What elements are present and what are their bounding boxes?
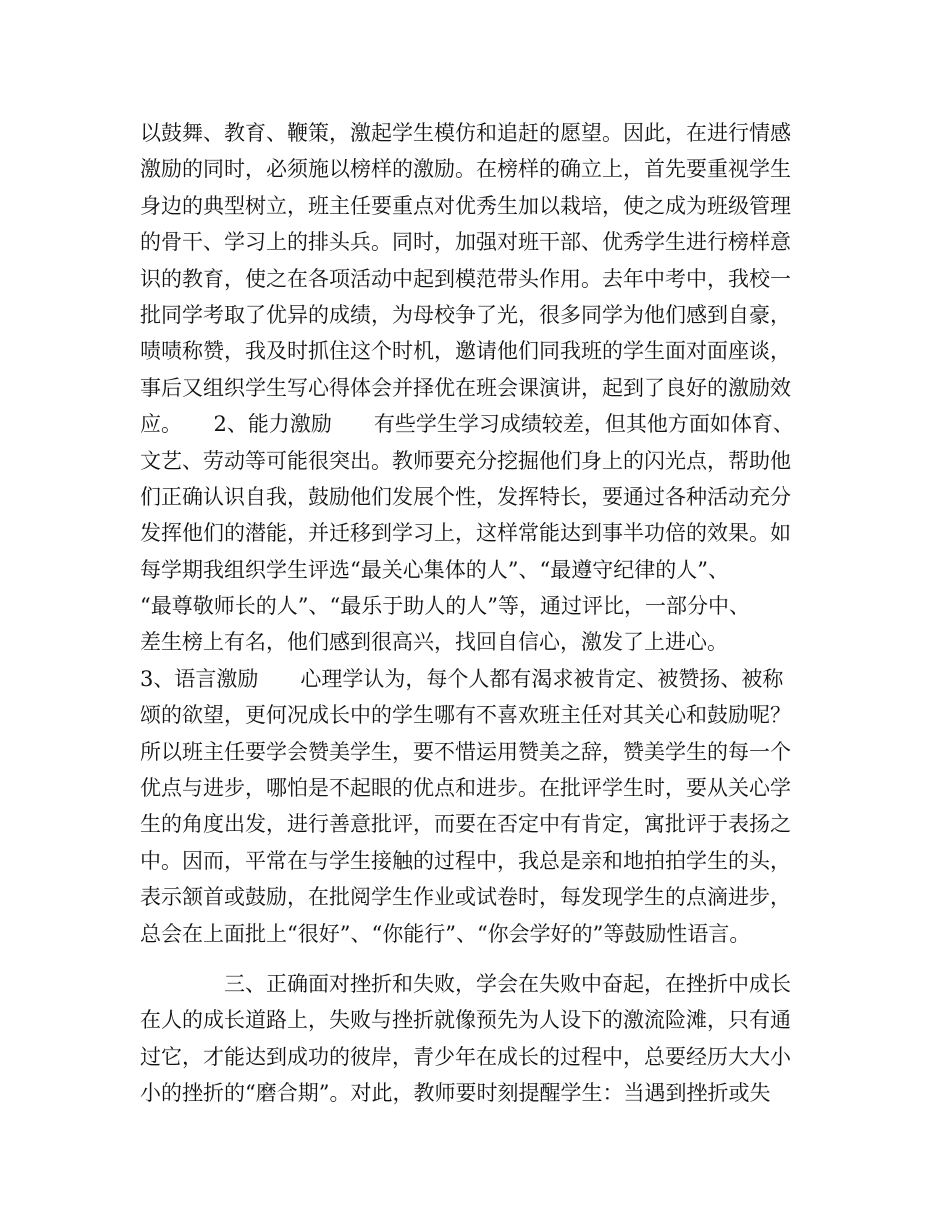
text-line: 批同学考取了优异的成绩，为母校争了光，很多同学为他们感到自豪， — [140, 302, 791, 327]
text-line: 在人的成长道路上，失败与挫折就像预先为人设下的激流险滩，只有通 — [140, 1008, 791, 1033]
text-line: 应。 2、能力激励 有些学生学习成绩较差，但其他方面如体育、 — [140, 412, 794, 437]
text-line: 所以班主任要学会赞美学生，要不惜运用赞美之辞，赞美学生的每一个 — [140, 739, 791, 764]
text-line: 过它，才能达到成功的彼岸，青少年在成长的过程中，总要经历大大小 — [140, 1044, 791, 1069]
text-line: 小的挫折的“磨合期”。对此，教师要时刻提醒学生：当遇到挫折或失 — [140, 1081, 771, 1106]
text-line: 优点与进步，哪怕是不起眼的优点和进步。在批评学生时，要从关心学 — [140, 776, 791, 801]
text-line: 们正确认识自我，鼓励他们发展个性，发挥特长，要通过各种活动充分 — [140, 484, 791, 509]
text-line: 激励的同时，必须施以榜样的激励。在榜样的确立上，首先要重视学生 — [140, 157, 791, 182]
text-line: 啧啧称赞，我及时抓住这个时机，邀请他们同我班的学生面对面座谈， — [140, 339, 791, 364]
text-line: 3、语言激励 心理学认为，每个人都有渴求被肯定、被赞扬、被称 — [140, 666, 784, 691]
text-line: 每学期我组织学生评选“最关心集体的人”、“最遵守纪律的人”、 — [140, 557, 729, 582]
text-line: 以鼓舞、教育、鞭策，激起学生模仿和追赶的愿望。因此，在进行情感 — [140, 121, 791, 145]
text-line: 身边的典型树立，班主任要重点对优秀生加以栽培，使之成为班级管理 — [140, 193, 791, 218]
text-line: 生的角度出发，进行善意批评，而要在否定中有肯定，寓批评于表扬之 — [140, 812, 791, 837]
text-line: 总会在上面批上“很好”、“你能行”、“你会学好的”等鼓励性语言。 — [140, 921, 751, 946]
text-line: 差生榜上有名，他们感到很高兴，找回自信心，激发了上进心。 — [140, 630, 728, 655]
text-line: 的骨干、学习上的排头兵。同时，加强对班干部、优秀学生进行榜样意 — [140, 230, 791, 255]
text-line: 识的教育，使之在各项活动中起到模范带头作用。去年中考中，我校一 — [140, 266, 791, 291]
text-line: 颂的欲望，更何况成长中的学生哪有不喜欢班主任对其关心和鼓励呢？ — [140, 703, 791, 728]
text-line: 事后又组织学生写心得体会并择优在班会课演讲，起到了良好的激励效 — [140, 375, 791, 400]
text-line: 中。因而，平常在与学生接触的过程中，我总是亲和地拍拍学生的头， — [140, 848, 791, 873]
text-line: 发挥他们的潜能，并迁移到学习上，这样常能达到事半功倍的效果。如 — [140, 521, 791, 546]
document-body — [140, 115, 840, 1112]
text-line: 表示颔首或鼓励，在批阅学生作业或试卷时，每发现学生的点滴进步， — [140, 885, 791, 910]
text-line: 文艺、劳动等可能很突出。教师要充分挖掘他们身上的闪光点，帮助他 — [140, 448, 791, 473]
text-line: “最尊敬师长的人”、“最乐于助人的人”等，通过评比，一部分中、 — [140, 594, 750, 619]
section-heading-line: 三、正确面对挫折和失败，学会在失败中奋起，在挫折中成长 — [140, 971, 791, 996]
